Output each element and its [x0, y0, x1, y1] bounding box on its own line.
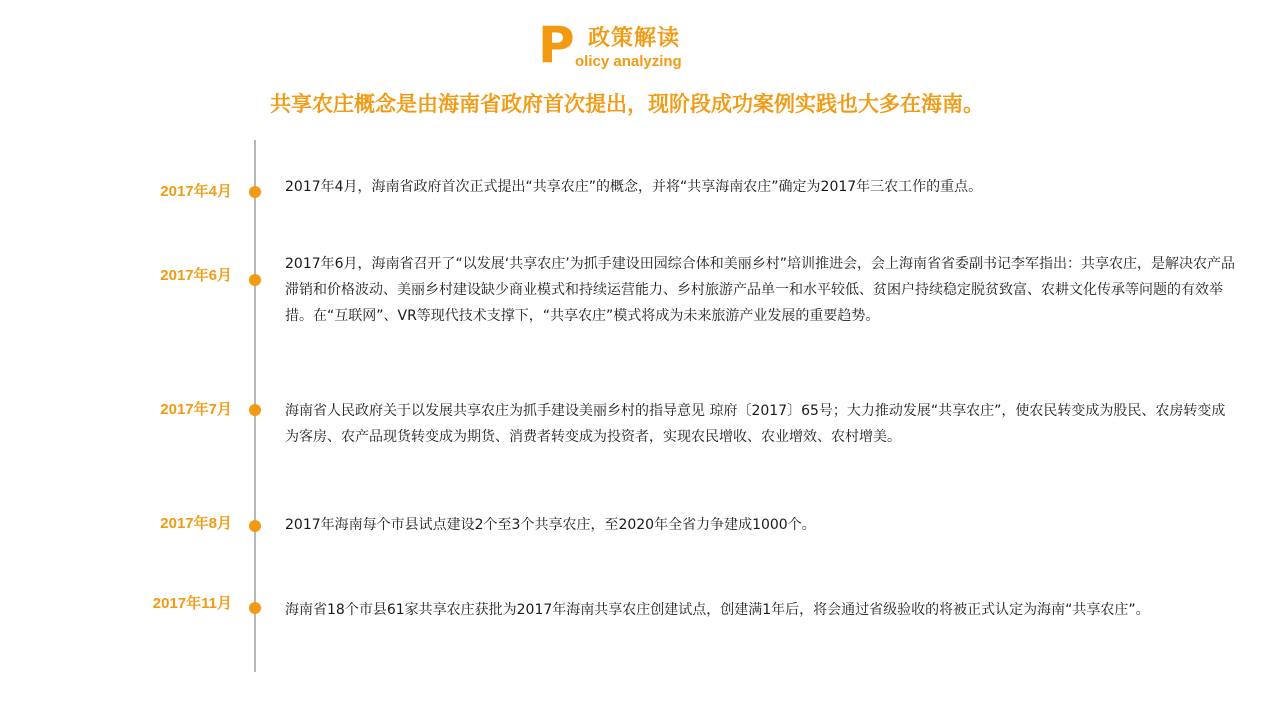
timeline-dot [249, 274, 261, 286]
event-text: 2017年海南每个市县试点建设2个至3个共享农庄，至2020年全省力争建成1000个。 [285, 517, 816, 533]
timeline-dot [249, 520, 261, 532]
logo-title: 政策解读 [588, 26, 681, 51]
event-date: 2017年6月 [160, 267, 232, 284]
headline: 共享农庄概念是由海南省政府首次提出，现阶段成功案例实践也大多在海南。 [270, 92, 984, 116]
event-date: 2017年7月 [160, 401, 232, 418]
event-text: 海南省人民政府关于以发展共享农庄为抓手建设美丽乡村的指导意见 琼府〔2017〕65号；大力推动发展“共享农庄”，使农民转变成为股民、农房转变成为客房、农产品现货转变成为期货、消费者转变成为投资者，实现农民增收、农业增效、农村增美。 [285, 403, 1226, 445]
timeline-dot [249, 602, 261, 614]
event-date: 2017年11月 [152, 595, 232, 612]
event-text: 2017年4月，海南省政府首次正式提出“共享农庄”的概念，并将“共享海南农庄”确定为2017年三农工作的重点。 [285, 179, 983, 195]
logo-letter: P [538, 16, 575, 74]
event-text: 海南省18个市县61家共享农庄获批为2017年海南共享农庄创建试点，创建满1年后，将会通过省级验收的将被正式认定为海南“共享农庄”。 [285, 602, 1150, 618]
event-text: 2017年6月，海南省召开了“以发展‘共享农庄’为抓手建设田园综合体和美丽乡村”培训推进会，会上海南省省委副书记李军指出：共享农庄，是解决农产品滞销和价格波动、美丽乡村建设缺少商业模式和持续运营能力、乡村旅游产品单一和水平较低、贫困户持续稳定脱贫致富、农耕文化传承等问题的有效举措。在“互联网”、VR等现代技术支撑下，“共享农庄”模式将成为未来旅游产业发展的重要趋势。 [285, 256, 1235, 324]
event-date: 2017年4月 [160, 183, 232, 200]
policy-logo [538, 16, 708, 74]
logo-subtitle: olicy analyzing [575, 53, 682, 70]
timeline-dot [249, 404, 261, 416]
timeline-dot [249, 186, 261, 198]
event-date: 2017年8月 [160, 515, 232, 532]
